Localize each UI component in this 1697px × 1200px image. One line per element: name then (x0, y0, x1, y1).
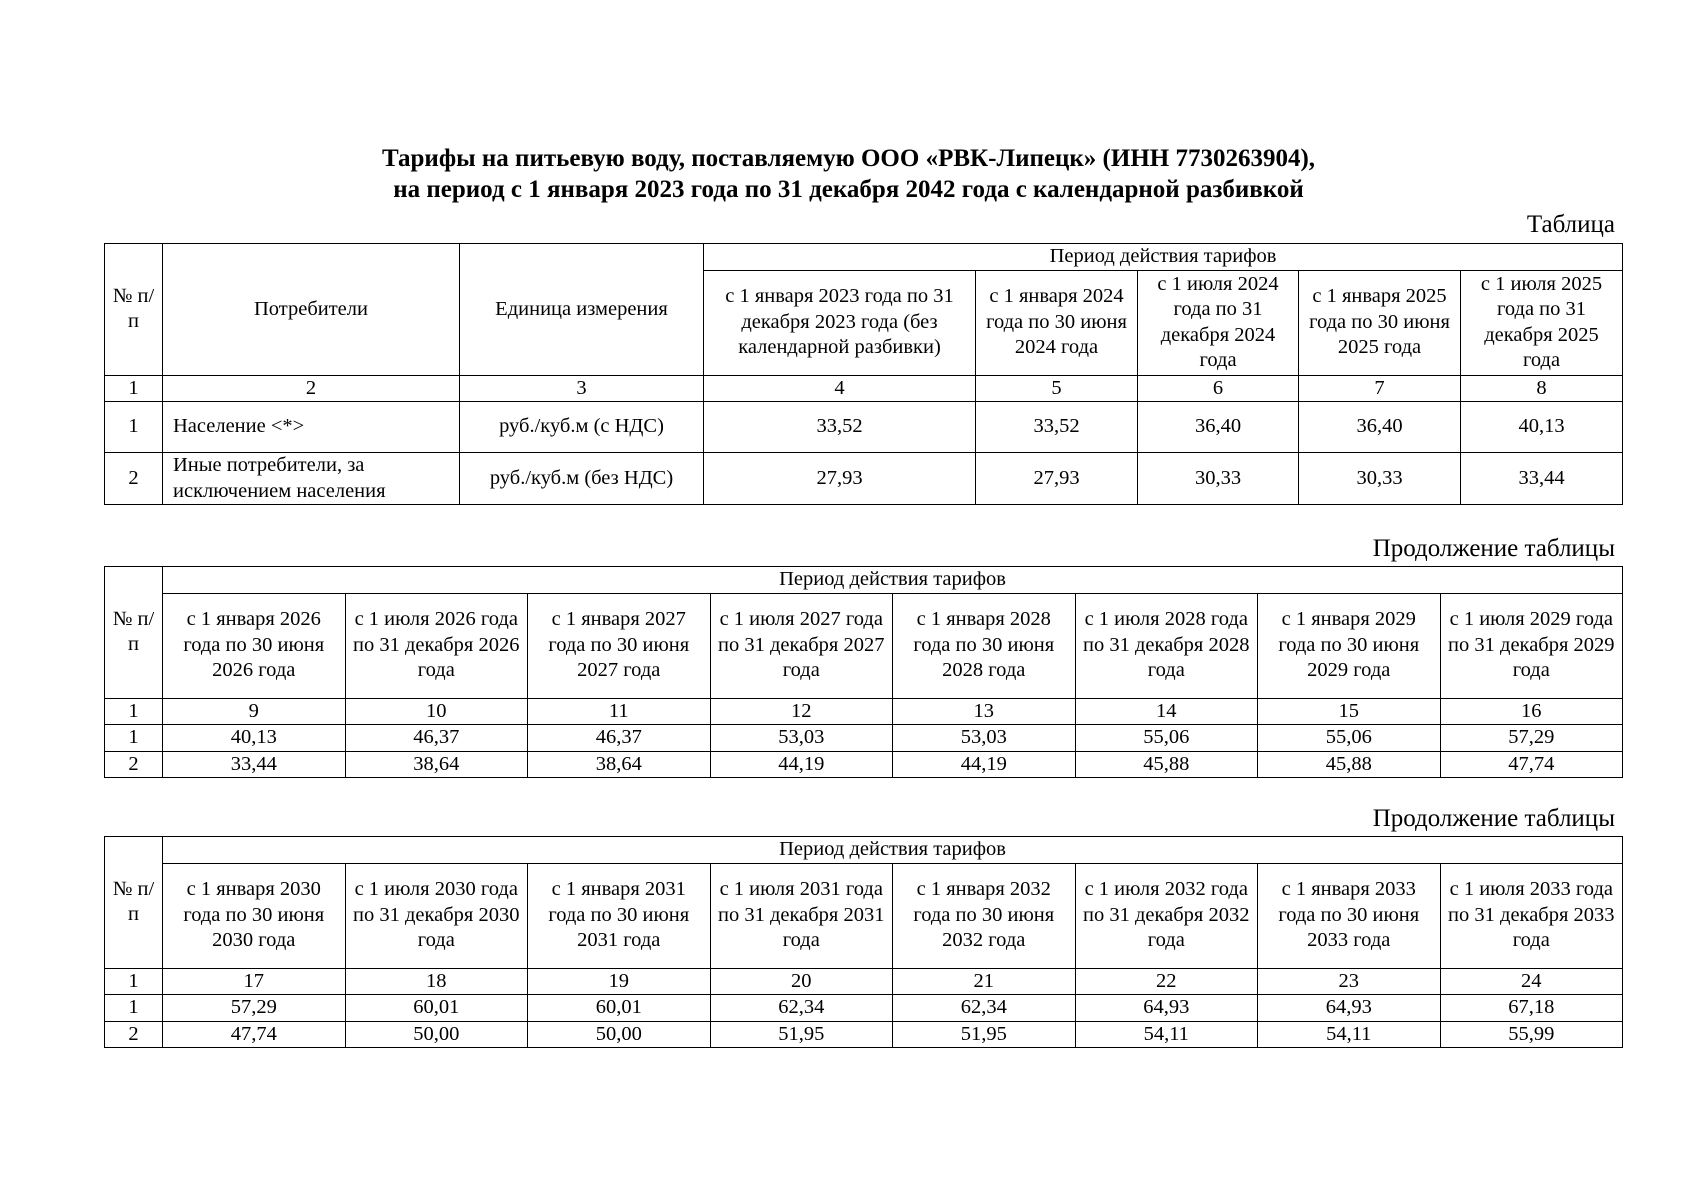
tariff-cell: 38,64 (345, 751, 528, 778)
table-row (105, 751, 1623, 778)
table3-caption: Продолжение таблицы (1372, 805, 1615, 832)
tariff-cell: 54,11 (1258, 1021, 1441, 1048)
column-number: 6 (1138, 375, 1299, 402)
tariff-cell: 30,33 (1299, 453, 1461, 505)
tariff-cell: 55,06 (1075, 725, 1258, 752)
tariff-cell: 27,93 (976, 453, 1138, 505)
tariff-cell: 64,93 (1075, 995, 1258, 1022)
table-row (105, 1021, 1623, 1048)
column-number-row (105, 375, 1623, 402)
tariff-cell: 47,74 (1440, 751, 1623, 778)
column-number: 7 (1299, 375, 1461, 402)
tariff-cell: 55,06 (1258, 725, 1441, 752)
table2-caption: Продолжение таблицы (1372, 535, 1615, 562)
tariff-cell: 44,19 (893, 751, 1076, 778)
unit-cell: руб./куб.м (без НДС) (460, 453, 704, 505)
tariff-cell: 57,29 (163, 995, 346, 1022)
column-number: 23 (1258, 968, 1441, 995)
period-header: с 1 июля 2031 года по 31 декабря 2031 года (710, 863, 893, 968)
column-number: 20 (710, 968, 893, 995)
table-row (105, 995, 1623, 1022)
column-number-row (105, 968, 1623, 995)
table-row (105, 453, 1623, 505)
consumer-cell: Иные потребители, за исключением населения (163, 453, 460, 505)
tariff-cell: 57,29 (1440, 725, 1623, 752)
tariff-cell: 51,95 (893, 1021, 1076, 1048)
tariff-cell: 45,88 (1258, 751, 1441, 778)
tariff-cell: 36,40 (1299, 402, 1461, 453)
unit-cell: руб./куб.м (с НДС) (460, 402, 704, 453)
table1-caption: Таблица (1526, 211, 1615, 238)
period-header: с 1 января 2027 года по 30 июня 2027 года (528, 593, 711, 698)
tariff-cell: 38,64 (528, 751, 711, 778)
column-number: 8 (1461, 375, 1623, 402)
period-header: с 1 января 2024 года по 30 июня 2024 года (976, 270, 1138, 375)
tariff-cell: 33,52 (704, 402, 976, 453)
tariff-cell: 55,99 (1440, 1021, 1623, 1048)
period-header: с 1 января 2030 года по 30 июня 2030 года (163, 863, 346, 968)
period-header: с 1 января 2029 года по 30 июня 2029 года (1258, 593, 1441, 698)
period-header: с 1 января 2028 года по 30 июня 2028 года (893, 593, 1076, 698)
column-number-row (105, 698, 1623, 725)
period-header: с 1 июля 2033 года по 31 декабря 2033 года (1440, 863, 1623, 968)
table-row (105, 402, 1623, 453)
column-number: 2 (163, 375, 460, 402)
tariff-cell: 60,01 (528, 995, 711, 1022)
tariff-table-3 (104, 836, 1623, 1048)
header-period: Период действия тарифов (163, 837, 1623, 864)
column-number: 19 (528, 968, 711, 995)
period-header: с 1 июля 2025 года по 31 декабря 2025 года (1461, 270, 1623, 375)
column-number: 1 (105, 698, 163, 725)
column-number: 11 (528, 698, 711, 725)
row-number: 1 (105, 725, 163, 752)
tariff-cell: 33,52 (976, 402, 1138, 453)
header-row-number: № п/п (105, 567, 163, 699)
tariff-cell: 51,95 (710, 1021, 893, 1048)
column-number: 3 (460, 375, 704, 402)
column-number: 1 (105, 968, 163, 995)
header-consumers: Потребители (163, 244, 460, 376)
tariff-cell: 27,93 (704, 453, 976, 505)
row-number: 2 (105, 751, 163, 778)
column-number: 18 (345, 968, 528, 995)
header-period: Период действия тарифов (704, 244, 1623, 271)
tariff-cell: 62,34 (710, 995, 893, 1022)
column-number: 17 (163, 968, 346, 995)
document-title (0, 143, 1697, 205)
period-header: с 1 июля 2029 года по 31 декабря 2029 года (1440, 593, 1623, 698)
tariff-cell: 36,40 (1138, 402, 1299, 453)
tariff-table-2 (104, 566, 1623, 778)
tariff-cell: 53,03 (893, 725, 1076, 752)
title-line-1: Тарифы на питьевую воду, поставляемую ООО «РВК-Липецк» (ИНН 7730263904), (381, 145, 1316, 172)
tariff-cell: 45,88 (1075, 751, 1258, 778)
column-number: 1 (105, 375, 163, 402)
tariff-cell: 46,37 (528, 725, 711, 752)
column-number: 12 (710, 698, 893, 725)
header-row-number: № п/п (105, 837, 163, 969)
table-row (105, 725, 1623, 752)
tariff-cell: 50,00 (345, 1021, 528, 1048)
tariff-cell: 47,74 (163, 1021, 346, 1048)
column-number: 16 (1440, 698, 1623, 725)
tariff-table-1 (104, 243, 1623, 505)
tariff-cell: 46,37 (345, 725, 528, 752)
period-header: с 1 июля 2028 года по 31 декабря 2028 года (1075, 593, 1258, 698)
column-number: 4 (704, 375, 976, 402)
period-header: с 1 января 2026 года по 30 июня 2026 года (163, 593, 346, 698)
header-row-number: № п/п (105, 244, 163, 376)
column-number: 10 (345, 698, 528, 725)
column-number: 15 (1258, 698, 1441, 725)
column-number: 21 (893, 968, 1076, 995)
row-number: 2 (105, 1021, 163, 1048)
period-header: с 1 июля 2032 года по 31 декабря 2032 года (1075, 863, 1258, 968)
period-header: с 1 июля 2030 года по 31 декабря 2030 года (345, 863, 528, 968)
tariff-cell: 30,33 (1138, 453, 1299, 505)
period-header: с 1 июля 2027 года по 31 декабря 2027 года (710, 593, 893, 698)
period-header: с 1 января 2033 года по 30 июня 2033 года (1258, 863, 1441, 968)
column-number: 24 (1440, 968, 1623, 995)
row-number: 1 (105, 402, 163, 453)
period-header: с 1 января 2023 года по 31 декабря 2023 года (без календарной разбивки) (704, 270, 976, 375)
column-number: 14 (1075, 698, 1258, 725)
period-header: с 1 июля 2024 года по 31 декабря 2024 года (1138, 270, 1299, 375)
period-header: с 1 января 2031 года по 30 июня 2031 года (528, 863, 711, 968)
column-number: 9 (163, 698, 346, 725)
tariff-cell: 62,34 (893, 995, 1076, 1022)
period-header: с 1 июля 2026 года по 31 декабря 2026 года (345, 593, 528, 698)
tariff-cell: 53,03 (710, 725, 893, 752)
tariff-cell: 33,44 (1461, 453, 1623, 505)
header-period: Период действия тарифов (163, 567, 1623, 594)
period-header: с 1 января 2032 года по 30 июня 2032 года (893, 863, 1076, 968)
period-header: с 1 января 2025 года по 30 июня 2025 года (1299, 270, 1461, 375)
consumer-cell: Население <*> (163, 402, 460, 453)
tariff-cell: 64,93 (1258, 995, 1441, 1022)
title-line-2: на период с 1 января 2023 года по 31 декабря 2042 года с календарной разбивкой (393, 176, 1304, 203)
tariff-cell: 40,13 (163, 725, 346, 752)
tariff-cell: 33,44 (163, 751, 346, 778)
tariff-cell: 60,01 (345, 995, 528, 1022)
tariff-cell: 67,18 (1440, 995, 1623, 1022)
tariff-cell: 44,19 (710, 751, 893, 778)
column-number: 13 (893, 698, 1076, 725)
tariff-cell: 50,00 (528, 1021, 711, 1048)
tariff-cell: 54,11 (1075, 1021, 1258, 1048)
row-number: 1 (105, 995, 163, 1022)
row-number: 2 (105, 453, 163, 505)
header-unit: Единица измерения (460, 244, 704, 376)
column-number: 5 (976, 375, 1138, 402)
tariff-cell: 40,13 (1461, 402, 1623, 453)
column-number: 22 (1075, 968, 1258, 995)
